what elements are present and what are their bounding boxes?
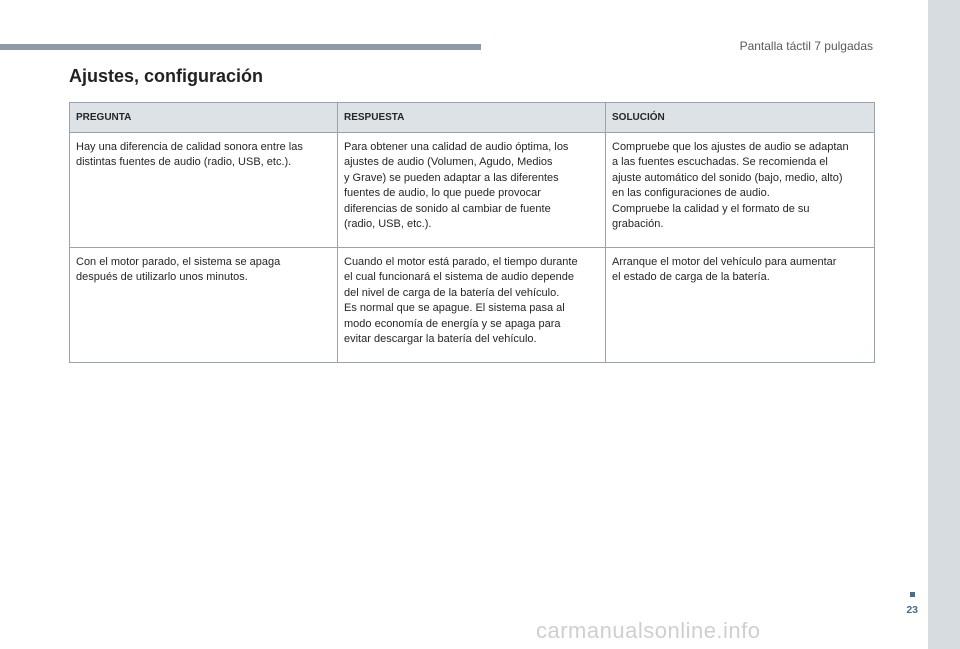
cell-solucion: Arranque el motor del vehículo para aumentar el estado de carga de la batería. (606, 247, 875, 362)
cell-respuesta: Cuando el motor está parado, el tiempo durante el cual funcionará el sistema de audio depende del nivel de carga de la batería del vehículo. Es normal que se apague. El sistema pasa al modo economía de energía y se apaga para evitar descargar la batería del vehículo. (338, 247, 606, 362)
column-header-respuesta: RESPUESTA (338, 103, 606, 133)
page-number: 23 (906, 604, 918, 616)
table-row (70, 247, 875, 362)
column-header-pregunta: PREGUNTA (70, 103, 338, 133)
watermark: carmanualsonline.info (536, 618, 761, 643)
cell-respuesta: Para obtener una calidad de audio óptima, los ajustes de audio (Volumen, Agudo, Medios y Grave) se pueden adaptar a las diferentes fuentes de audio, lo que puede provocar diferencias de sonido al cambiar de fuente (radio, USB, etc.). (338, 132, 606, 247)
faq-table (69, 102, 875, 363)
section-label: Pantalla táctil 7 pulgadas (739, 39, 873, 53)
page-marker-icon (910, 592, 915, 597)
table-row (70, 132, 875, 247)
cell-solucion: Compruebe que los ajustes de audio se adaptan a las fuentes escuchadas. Se recomienda el ajuste automático del sonido (bajo, medio, alto) en las configuraciones de audio. Compruebe la calidad y el formato de su grabación. (606, 132, 875, 247)
column-header-solucion: SOLUCIÓN (606, 103, 875, 133)
side-band (928, 0, 960, 649)
header-accent-bar (0, 44, 481, 50)
cell-pregunta: Hay una diferencia de calidad sonora entre las distintas fuentes de audio (radio, USB, etc.). (70, 132, 338, 247)
cell-pregunta: Con el motor parado, el sistema se apaga después de utilizarlo unos minutos. (70, 247, 338, 362)
table-header-row (70, 103, 875, 133)
page-title: Ajustes, configuración (69, 66, 264, 86)
